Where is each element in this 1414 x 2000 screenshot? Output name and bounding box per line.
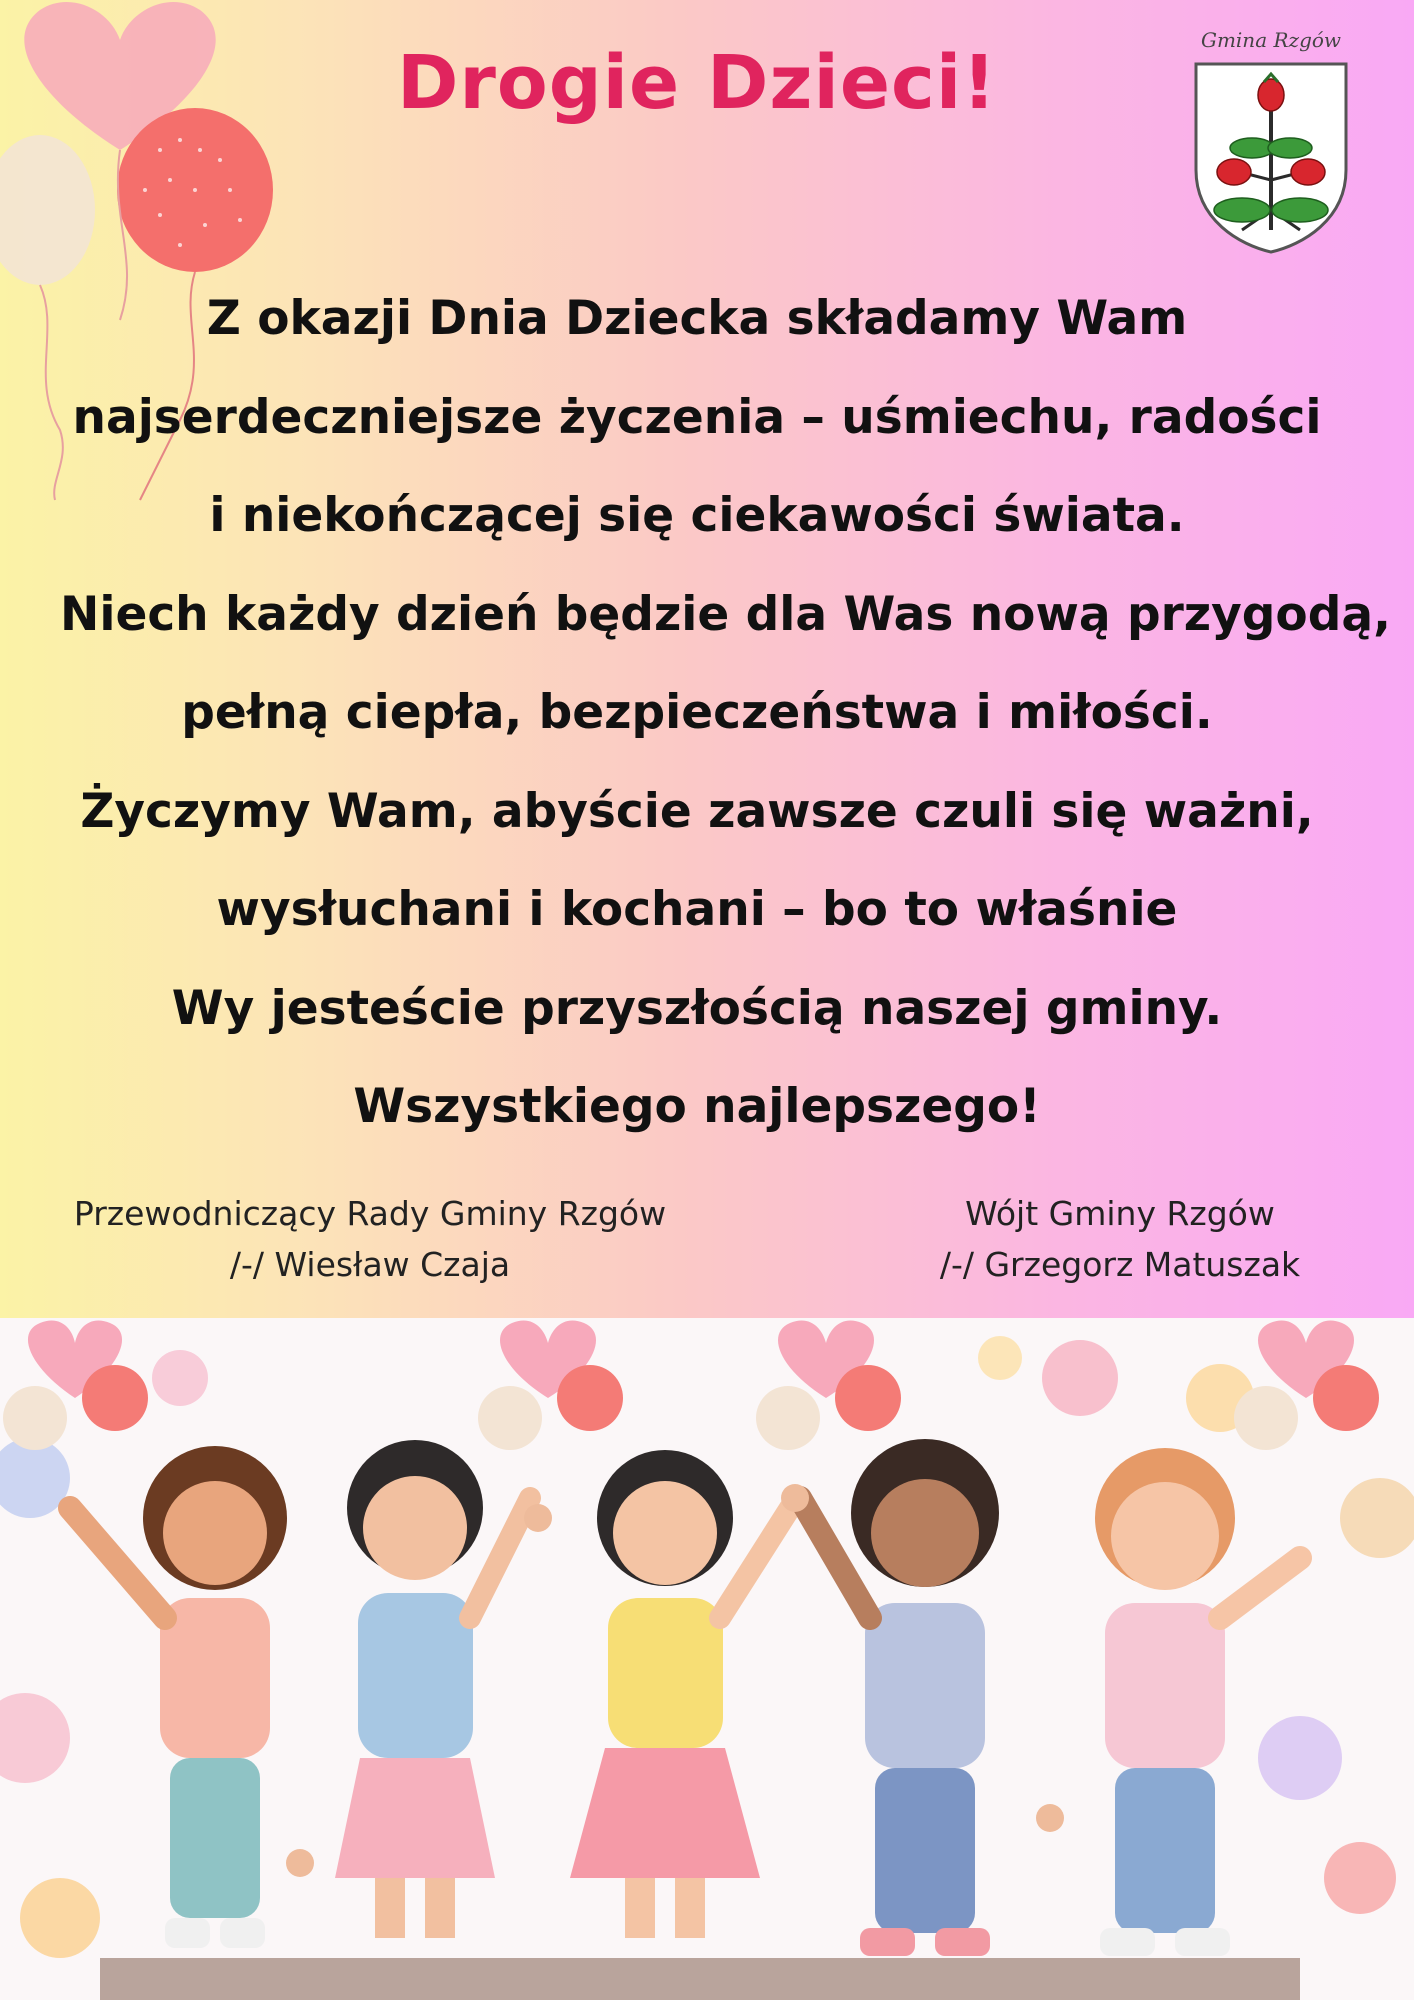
message-line: Wszystkiego najlepszego!: [353, 1079, 1041, 1134]
message-line: pełną ciepła, bezpieczeństwa i miłości.: [181, 685, 1213, 740]
signature-role: Przewodniczący Rady Gminy Rzgów: [73, 1194, 667, 1233]
message-line: i niekończącej się ciekawości świata.: [209, 488, 1185, 543]
crest: [1186, 28, 1356, 258]
signature-council-chair: [30, 1188, 710, 1290]
coat-of-arms-icon: [1192, 60, 1350, 256]
signature-name: /-/ Wiesław Czaja: [229, 1245, 511, 1284]
balloon-icon: [0, 135, 95, 285]
signature-name: /-/ Grzegorz Matuszak: [939, 1245, 1301, 1284]
message-line: Z okazji Dnia Dziecka składamy Wam: [206, 291, 1188, 346]
signature-mayor: [880, 1188, 1360, 1290]
crest-label: Gmina Rzgów: [1200, 28, 1342, 52]
greeting-message: [60, 270, 1391, 1157]
message-line: Wy jesteście przyszłością naszej gminy.: [171, 980, 1223, 1036]
signature-role: Wójt Gminy Rzgów: [965, 1194, 1275, 1233]
message-line: Niech każdy dzień będzie dla Was nową przygodą,: [60, 586, 1391, 642]
message-line: Życzymy Wam, abyście zawsze czuli się ważni,: [80, 783, 1314, 839]
message-line: wysłuchani i kochani – bo to właśnie: [216, 882, 1178, 937]
page-title: Drogie Dzieci!: [396, 40, 998, 126]
children-illustration: [0, 1318, 1414, 2000]
message-line: najserdeczniejsze życzenia – uśmiechu, radości: [72, 389, 1322, 445]
